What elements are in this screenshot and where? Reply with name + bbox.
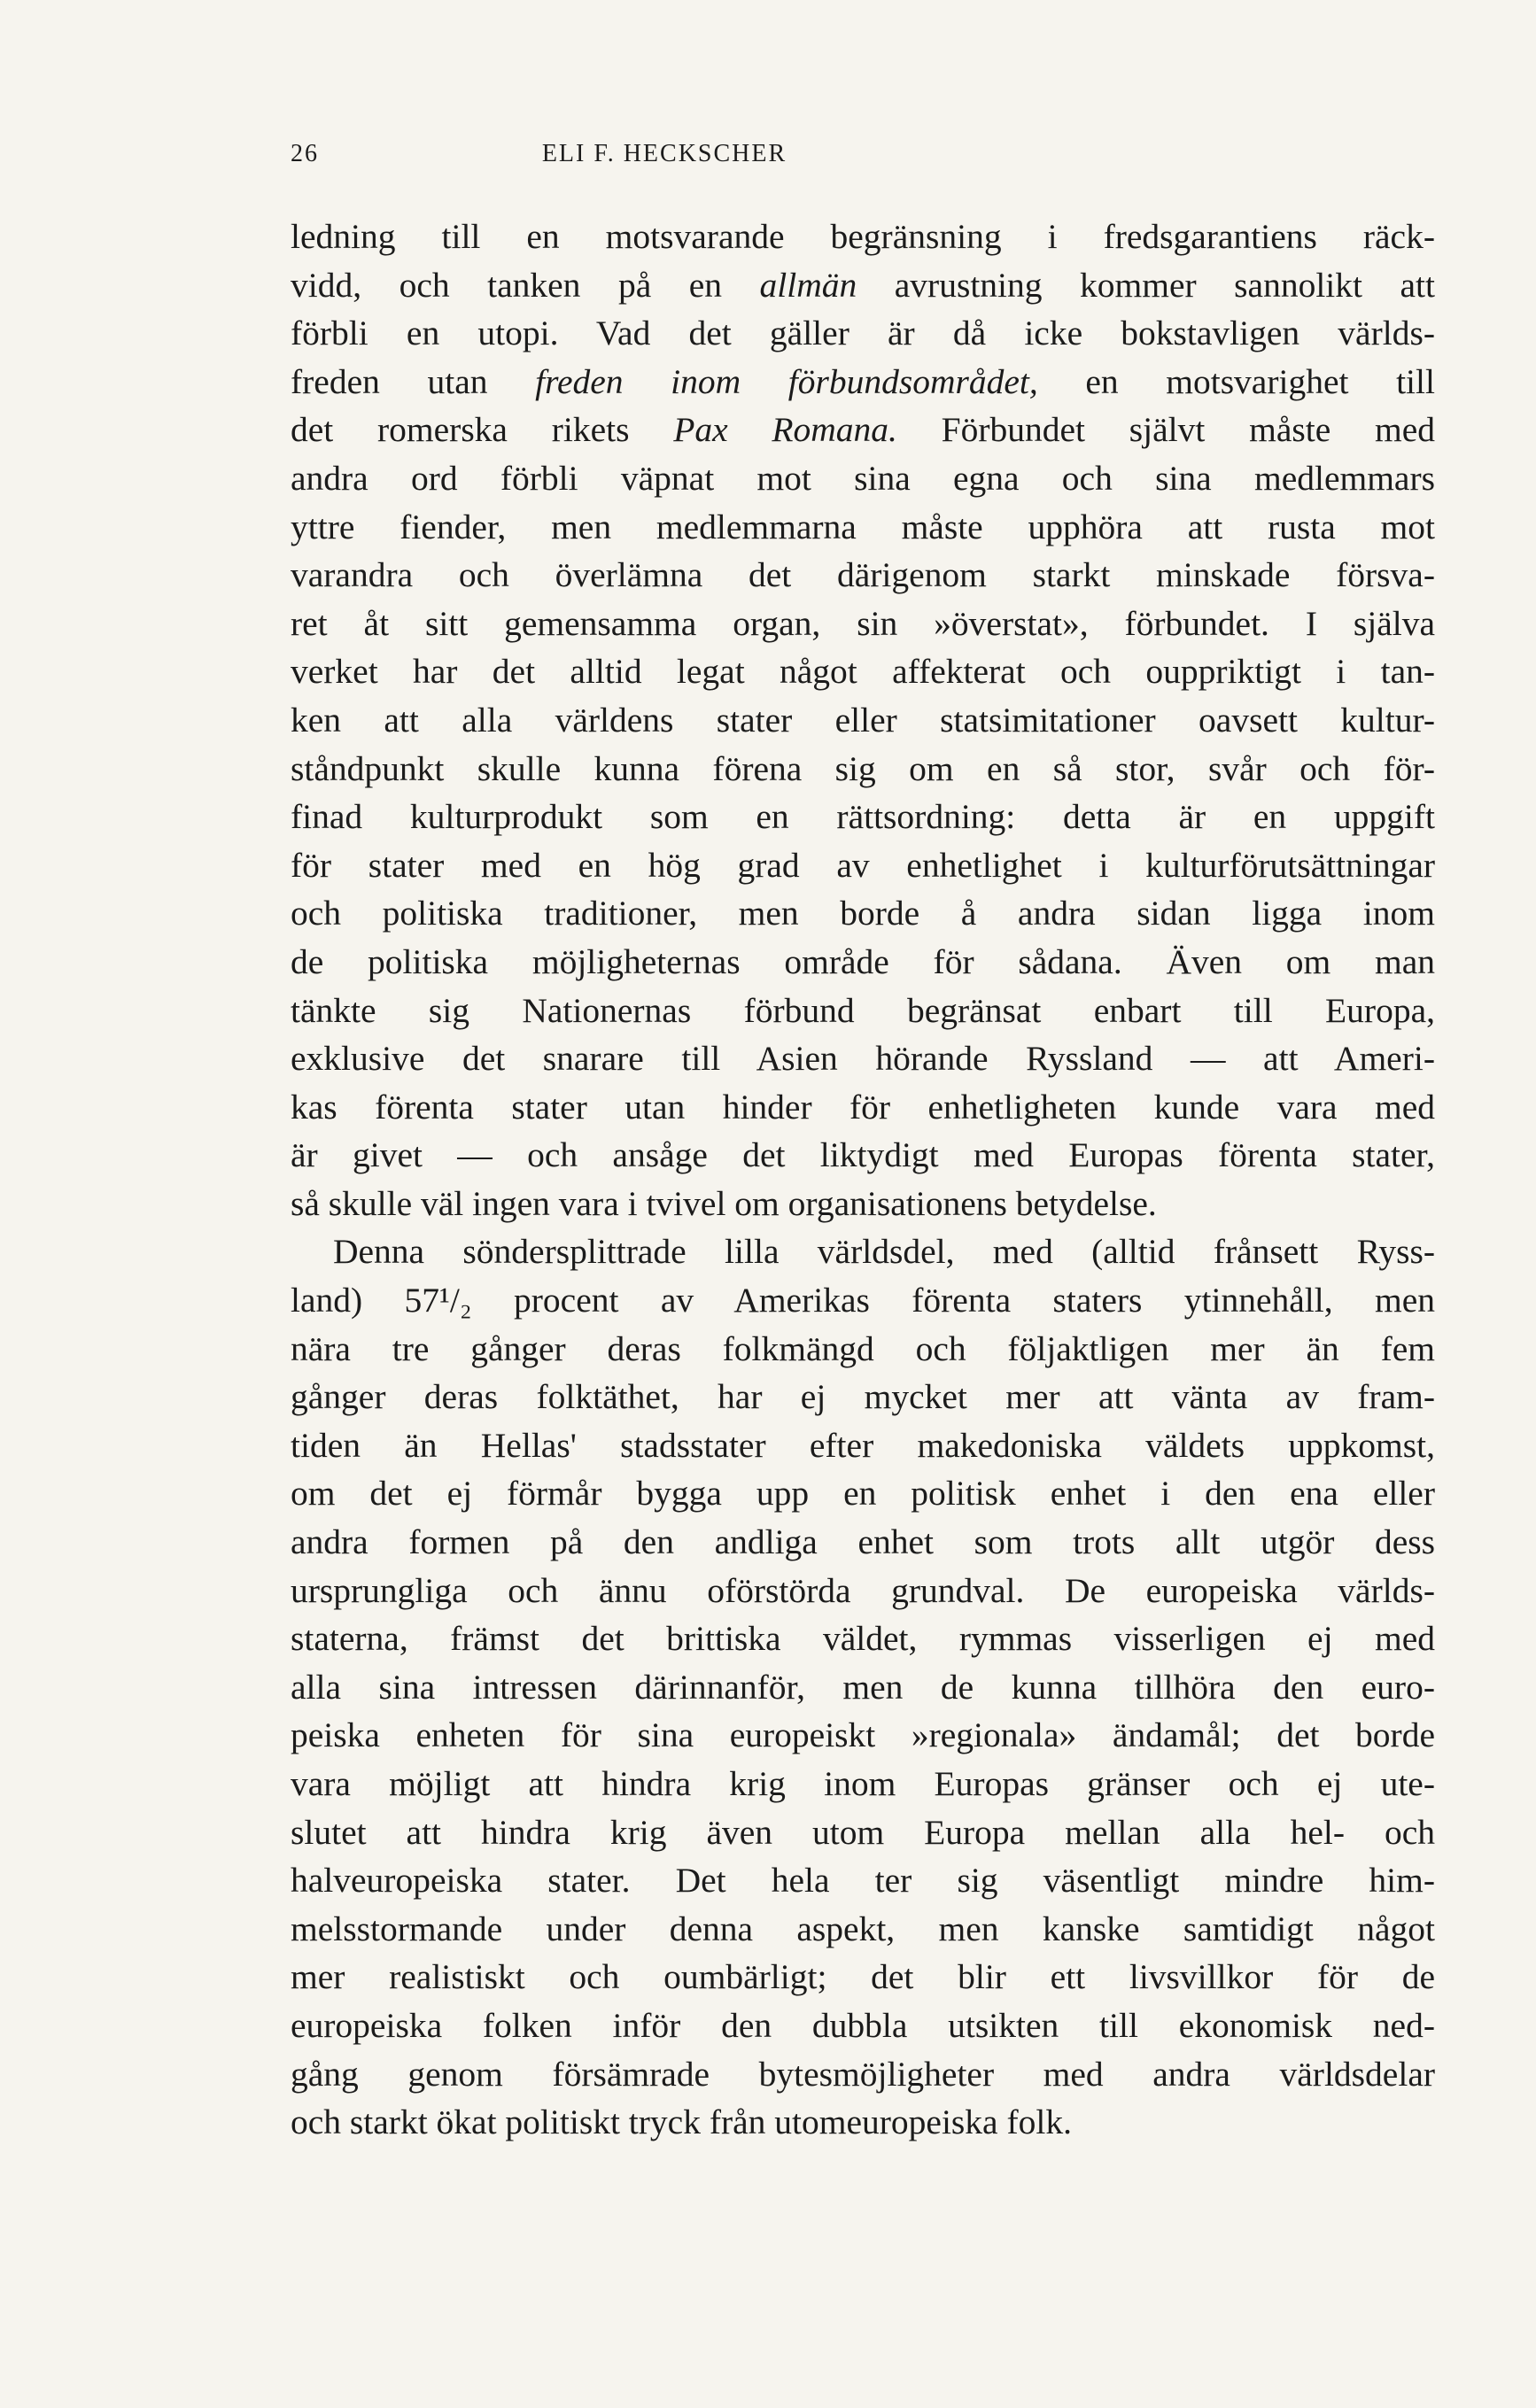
text-line [291, 987, 1435, 1035]
text-segment: förbli en utopi. Vad det gäller är då icke bokstavligen världs- [291, 314, 1435, 353]
text-line [291, 261, 1435, 310]
text-segment: land) 57¹/₂ procent av Amerikas förenta staters ytinnehåll, men [291, 1281, 1435, 1320]
text-line [291, 938, 1435, 987]
text-segment: ståndpunkt skulle kunna förena sig om en så stor, svår och för- [291, 748, 1435, 788]
text-line [291, 793, 1435, 841]
text-line [291, 696, 1435, 745]
text-line [291, 406, 1435, 454]
text-line [291, 1083, 1435, 1132]
text-line [291, 1421, 1435, 1470]
text-segment: så skulle väl ingen vara i tvivel om organisationens betydelse. [291, 1183, 1157, 1223]
italic-text: allmän [759, 265, 857, 305]
text-segment: kas förenta stater utan hinder för enhetligheten kunde vara med [291, 1087, 1435, 1127]
text-line [291, 503, 1435, 552]
text-segment: alla sina intressen därinnanför, men de kunna tillhöra den euro- [291, 1667, 1435, 1707]
text-segment: varandra och överlämna det därigenom starkt minskade försva- [291, 555, 1435, 595]
text-line [291, 309, 1435, 358]
text-line [291, 1373, 1435, 1421]
text-line [291, 551, 1435, 600]
text-segment: vidd, och tanken på en [291, 265, 760, 305]
text-segment: tiden än Hellas' stadsstater efter makedoniska väldets uppkomst, [291, 1425, 1435, 1465]
text-line [291, 2002, 1435, 2050]
text-segment: halveuropeiska stater. Det hela ter sig väsentligt mindre him- [291, 1861, 1435, 1901]
text-segment: ret åt sitt gemensamma organ, sin »överstat», förbundet. I själva [291, 603, 1435, 643]
text-line [291, 647, 1435, 696]
text-line [291, 1131, 1435, 1180]
text-segment: Denna söndersplittrade lilla världsdel, med (alltid frånsett Ryss- [333, 1232, 1435, 1272]
text-line [291, 1518, 1435, 1567]
text-line [291, 1325, 1435, 1374]
text-segment: och starkt ökat politiskt tryck från utomeuropeiska folk. [291, 2102, 1072, 2142]
text-segment: europeiska folken inför den dubbla utsikten till ekonomisk ned- [291, 2005, 1435, 2045]
text-line [291, 1276, 1435, 1325]
text-segment: staterna, främst det brittiska väldet, rymmas visserligen ej med [291, 1619, 1435, 1659]
text-line [291, 2098, 1435, 2147]
text-line [291, 600, 1435, 648]
text-line [291, 1953, 1435, 2002]
text-line [291, 1760, 1435, 1808]
text-segment: de politiska möjligheternas område för sådana. Även om man [291, 941, 1435, 981]
running-head: ELI F. HECKSCHER [541, 140, 787, 167]
text-segment: gång genom försämrade bytesmöjligheter med andra världsdelar [291, 2054, 1435, 2094]
text-line [291, 1663, 1435, 1712]
text-segment: ursprungliga och ännu oförstörda grundval. De europeiska världs- [291, 1570, 1435, 1610]
text-segment: och politiska traditioner, men borde å andra sidan ligga inom [291, 894, 1435, 933]
text-line [291, 1905, 1435, 1954]
text-segment: andra ord förbli väpnat mot sina egna och sina medlemmars [291, 458, 1435, 498]
text-line [291, 213, 1435, 261]
text-line [291, 889, 1435, 938]
text-segment: det romerska rikets [291, 410, 674, 450]
text-line [291, 841, 1435, 890]
text-segment: ledning till en motsvarande begränsning i fredsgarantiens räck- [291, 217, 1435, 256]
text-segment: melsstormande under denna aspekt, men kanske samtidigt något [291, 1909, 1435, 1948]
page-number: 26 [291, 140, 319, 167]
text-segment: tänkte sig Nationernas förbund begränsat enbart till Europa, [291, 990, 1435, 1030]
text-line [291, 1469, 1435, 1518]
text-segment: verket har det alltid legat något affekterat och ouppriktigt i tan- [291, 652, 1435, 692]
text-segment: en motsvarighet till [1037, 361, 1435, 401]
text-segment: för stater med en hög grad av enhetlighet i kulturförutsättningar [291, 845, 1435, 885]
italic-text: freden inom förbundsområdet, [535, 361, 1038, 401]
text-line [291, 2050, 1435, 2099]
text-segment: Förbundet självt måste med [896, 410, 1435, 450]
italic-text: Pax Romana. [673, 410, 897, 450]
text-line [291, 1034, 1435, 1083]
text-line [291, 1808, 1435, 1857]
text-line [291, 1856, 1435, 1905]
text-line [291, 1711, 1435, 1760]
text-segment: om det ej förmår bygga upp en politisk enhet i den ena eller [291, 1474, 1435, 1514]
text-segment: mer realistiskt och oumbärligt; det blir ett livsvillkor för de [291, 1957, 1435, 1997]
page-header [291, 140, 1038, 179]
text-line [291, 745, 1435, 794]
text-line [291, 454, 1435, 503]
text-segment: vara möjligt att hindra krig inom Europas gränser och ej ute- [291, 1764, 1435, 1803]
text-segment: yttre fiender, men medlemmarna måste upphöra att rusta mot [291, 507, 1435, 546]
text-segment: gånger deras folktäthet, har ej mycket mer att vänta av fram- [291, 1377, 1435, 1417]
text-segment: exklusive det snarare till Asien hörande Ryssland — att Ameri- [291, 1039, 1435, 1079]
text-line [291, 1567, 1435, 1615]
text-line [291, 1614, 1435, 1663]
text-segment: är givet — och ansåge det liktydigt med Europas förenta stater, [291, 1135, 1435, 1175]
text-line [291, 1180, 1435, 1228]
text-segment: finad kulturprodukt som en rättsordning: detta är en uppgift [291, 797, 1435, 837]
body-text [291, 213, 1435, 2147]
text-segment: slutet att hindra krig även utom Europa mellan alla hel- och [291, 1812, 1435, 1852]
text-segment: nära tre gånger deras folkmängd och följaktligen mer än fem [291, 1328, 1435, 1368]
text-line [291, 1227, 1435, 1276]
text-segment: freden utan [291, 361, 536, 401]
text-segment: ken att alla världens stater eller statsimitationer oavsett kultur- [291, 700, 1435, 739]
text-segment: avrustning kommer sannolikt att [857, 265, 1435, 305]
text-segment: andra formen på den andliga enhet som trots allt utgör dess [291, 1522, 1435, 1562]
text-segment: peiska enheten för sina europeiskt »regionala» ändamål; det borde [291, 1715, 1435, 1755]
text-line [291, 358, 1435, 406]
